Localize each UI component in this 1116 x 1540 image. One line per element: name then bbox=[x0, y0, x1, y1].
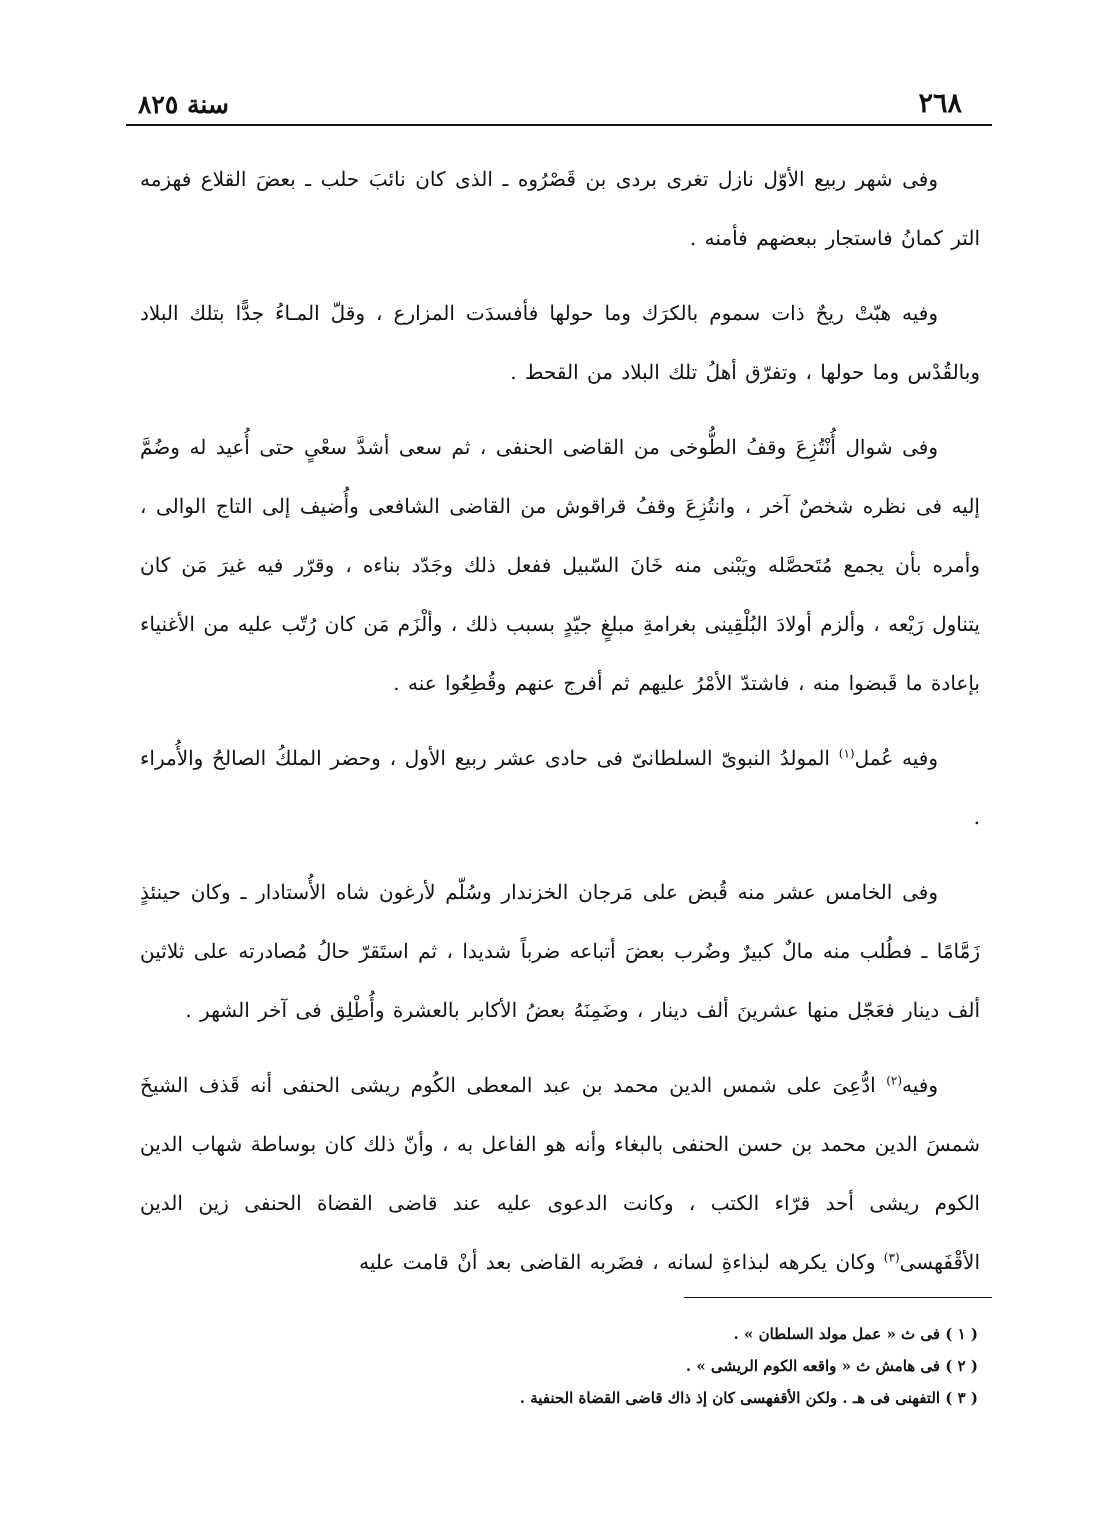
footnote: ( ٣ ) التفهنى فى هـ . ولكن الأقفهسى كان إذ ذاك قاضى القضاة الحنفية . bbox=[519, 1389, 978, 1407]
paragraph bbox=[140, 284, 980, 402]
page-number: ٢٦٨ bbox=[918, 88, 962, 119]
footnote: ( ١ ) فى ث « عمل مولد السلطان » . bbox=[733, 1325, 978, 1343]
paragraph-text: وفى شوال أُنْتُزِعَ وقفُ الطُّوخى من القاضى الحنفى ، ثم سعى أشدَّ سعْىٍ حتى أُعيد له وضُمَّ إليه فى نظره شخصٌ آخر ، وانتُزِعَ وقفُ قراقوش من القاضى الشافعى وأُضيف إلى التاج الوالى ، وأمره بأن يجمع مُتَحصَّله ويَبْنى منه خَانَ السّبيل ففعل ذلك وجَدّد بناءه ، وقرّر فيه غيرَ مَن كان يتناول رَيْعه ، وألزم أولادَ البُلْقِينى بغرامةِ مبلغٍ جيّدٍ بسبب ذلك ، وألْزَم مَن كان رُتّب عليه من الأغنياء بإعادة ما قَبضوا منه ، فاشتدّ الأمْرُ عليهم ثم أفرج عنهم وقُطِعُوا عنه . bbox=[140, 435, 980, 695]
page-header bbox=[128, 88, 990, 122]
paragraph-text: ادُّعِىَ على شمس الدين محمد بن عبد المعطى الكُوم ريشى الحنفى أنه قَذف الشيخَ شمسَ الدين محمد بن حسن الحنفى بالبغاء وأنه هو الفاعل به ، وأنّ ذلك كان بوساطة شهاب الدين الكوم ريشى أحد قرّاء الكتب ، وكانت الدعوى عليه عند قاضى القضاة الحنفى زين الدين الأقْفَهسى bbox=[140, 1073, 980, 1274]
paragraph bbox=[140, 150, 980, 268]
paragraph bbox=[140, 418, 980, 713]
main-text bbox=[140, 150, 980, 1308]
footnote-ref: (٢) bbox=[886, 1073, 903, 1088]
paragraph-text: وفى شهر ربيع الأوّل نازل تغرى بردى بن قَصْرُوه ـ الذى كان نائبَ حلب ـ بعضَ القلاع فهزمه التر كمانُ فاستجار ببعضهم فأمنه . bbox=[140, 167, 980, 250]
footnote-ref: (١) bbox=[838, 746, 855, 761]
footnote-ref: (٣) bbox=[883, 1250, 900, 1265]
footnote: ( ٢ ) فى هامش ث « واقعه الكوم الريشى » . bbox=[685, 1357, 978, 1375]
footnote-rule bbox=[684, 1297, 992, 1298]
paragraph-text: وفيه bbox=[902, 1073, 938, 1097]
paragraph-text: المولدُ النبوىّ السلطانىّ فى حادى عشر ربيع الأول ، وحضر الملكُ الصالحُ والأُمراء . bbox=[140, 746, 980, 829]
paragraph-text: وفيه هبّتْ ريحٌ ذات سموم بالكرَك وما حولها فأفسدَت المزارع ، وقلّ المـاءُ جدًّا بتلك البلاد وبالقُدْس وما حولها ، وتفرّق أهلُ تلك البلاد من القحط . bbox=[140, 301, 980, 384]
header-rule bbox=[126, 124, 992, 126]
paragraph-text: وفى الخامس عشر منه قُبض على مَرجان الخزندار وسُلّم لأرغون شاه الأُستادار ـ وكان حينئذٍ زَمَّامًا ـ فطُلب منه مالٌ كبيرٌ وضُرب بعضَ أتباعه ضرباً شديدا ، ثم استَقرّ حالُ مُصادرته على ثلاثين ألف دينار فعَجّل منها عشرينَ ألف دينار ، وضَمِنَهُ بعضُ الأكابر بالعشرة وأُطْلِق فى آخر الشهر . bbox=[140, 880, 980, 1022]
paragraph bbox=[140, 863, 980, 1040]
paragraph bbox=[140, 729, 980, 847]
running-head-year: سنة ٨٢٥ bbox=[138, 90, 229, 119]
footnotes bbox=[400, 1318, 978, 1414]
paragraph-text: وكان يكرهه لبذاءةِ لسانه ، فضَربه القاضى بعد أنْ قامت عليه bbox=[359, 1250, 876, 1274]
paragraph-text: وفيه عُمل bbox=[854, 746, 938, 770]
paragraph bbox=[140, 1056, 980, 1292]
